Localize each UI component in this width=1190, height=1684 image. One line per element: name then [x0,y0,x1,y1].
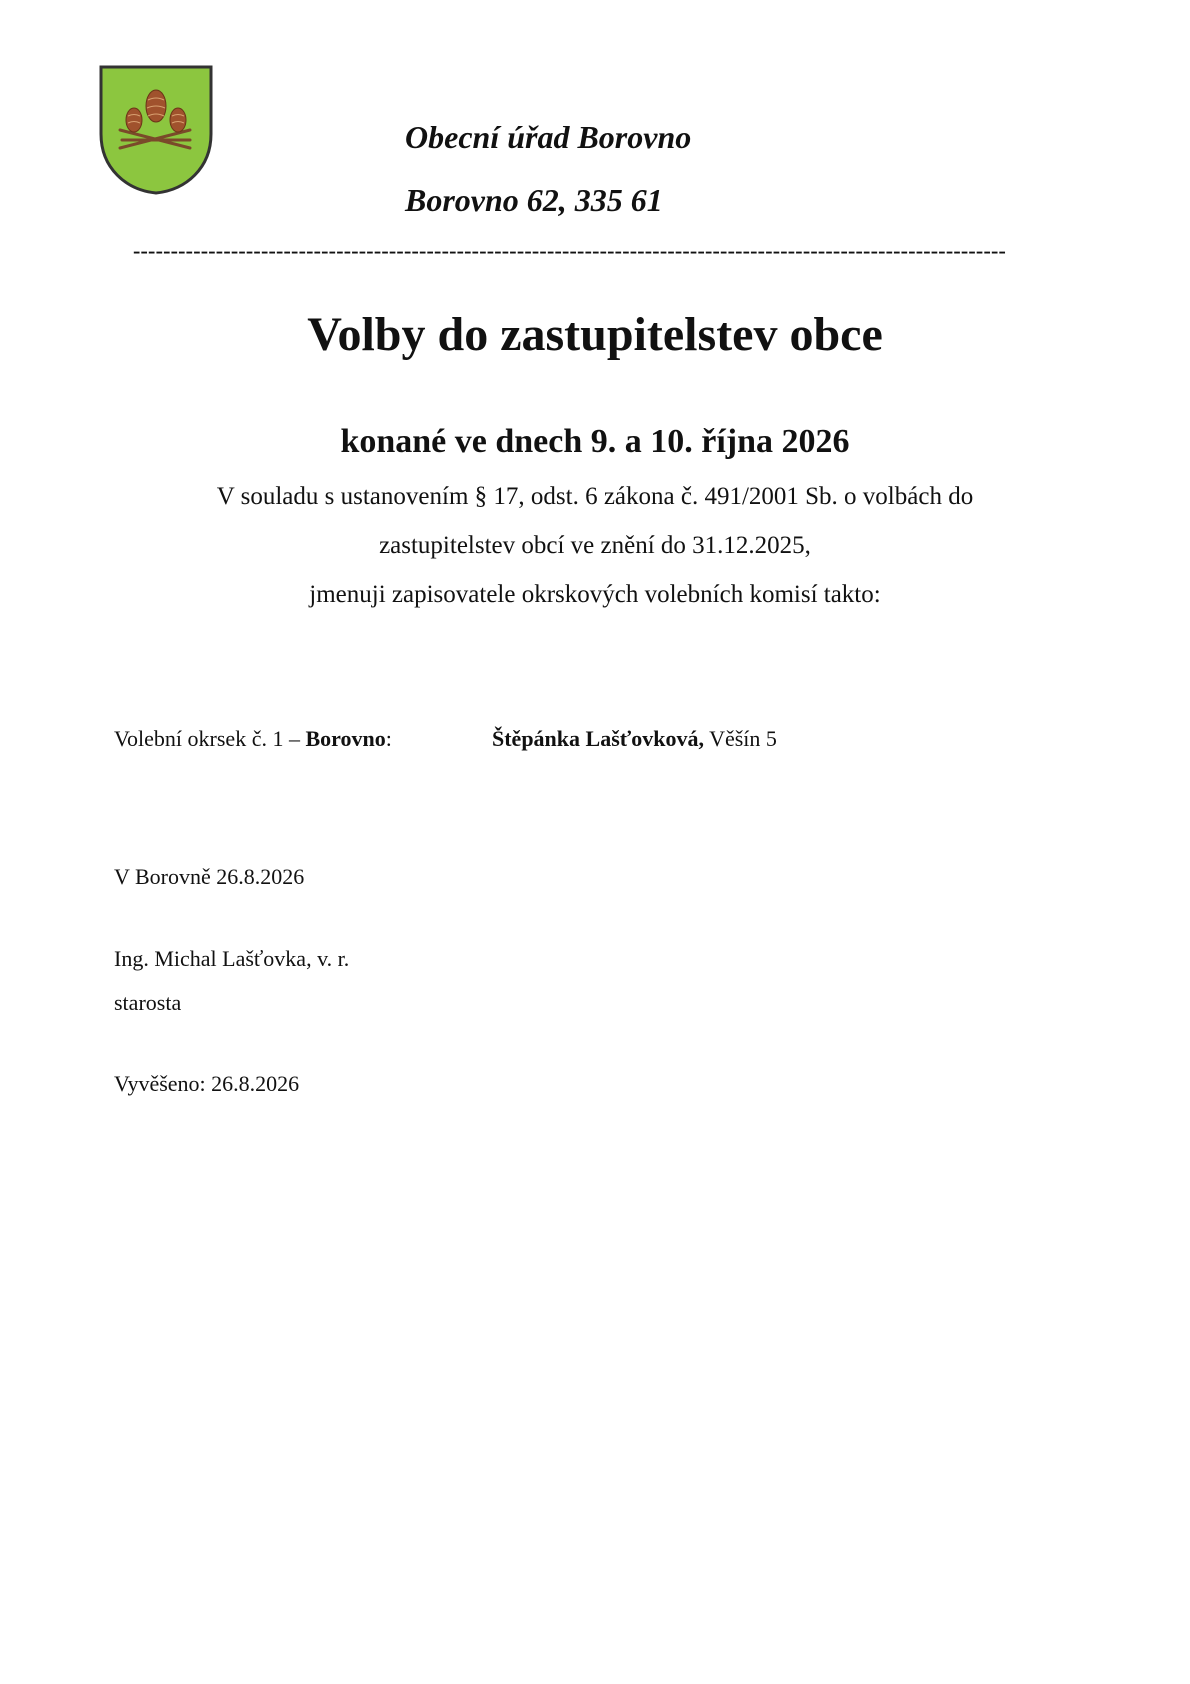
district-name: Borovno [305,726,386,751]
district-label [114,724,392,754]
intro-line: V souladu s ustanovením § 17, odst. 6 zákona č. 491/2001 Sb. o volbách do [216,483,974,510]
place-date: V Borovně 26.8.2026 [114,864,305,889]
header-divider: -------------------------------------------------------------------------------------------------------------------- [133,238,1007,263]
signer-name: Ing. Michal Lašťovka, v. r. [114,946,350,971]
coat-of-arms-icon [98,64,214,196]
recorder-name: Štěpánka Lašťovková, [492,726,704,751]
signer-role: starosta [114,990,182,1015]
intro-line: zastupitelstev obcí ve znění do 31.12.2025, [379,532,811,559]
district-label-suffix: : [385,726,392,751]
org-name: Obecní úřad Borovno [405,119,692,155]
recorder-address: Věšín 5 [703,726,777,751]
intro-line: jmenuji zapisovatele okrskových volebních komisí takto: [309,581,881,608]
org-address: Borovno 62, 335 61 [405,182,663,218]
document-title: Volby do zastupitelstev obce [307,308,883,361]
recorder-entry [492,724,777,754]
district-label-prefix: Volební okrsek č. 1 – [114,726,306,751]
document-subtitle: konané ve dnech 9. a 10. října 2026 [340,423,850,460]
posted-date: Vyvěšeno: 26.8.2026 [114,1071,300,1096]
